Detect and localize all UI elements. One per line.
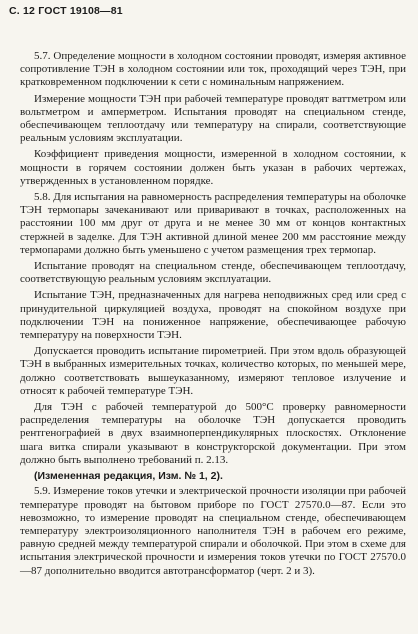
amendment-note: (Измененная редакция, Изм. № 1, 2). (34, 470, 223, 483)
paragraph-power-measurement: Измерение мощности ТЭН при рабочей температуре проводят ваттметром или вольтметром и амперметром. Испытания проводят на специальном стенде, обеспечивающем теплоотдачу или температуру на спирали, соответствующие реальным условиям эксплуатации. (20, 92, 406, 145)
paragraph-pyrometry: Допускается проводить испытание пирометрией. При этом вдоль образующей ТЭН в выбранных измерительных точках, количество которых, по меньшей мере, должно соответствовать вышеуказанному, измеряют тепловое излучение и относят к рабочей температуре ТЭН. (20, 345, 406, 397)
paragraph-still-air-test: Испытание ТЭН, предназначенных для нагрева неподвижных сред или сред с принудительной циркуляцией воздуха, проводят на спокойном воздухе при подключении ТЭН на пониженное напряжение, обеспечивающее рабочую температуру на поверхности ТЭН. (20, 289, 406, 342)
paragraph-5-7: 5.7. Определение мощности в холодном состоянии проводят, измеряя активное сопротивление ТЭН в холодном состоянии или ток, проходящий через ТЭН, при кратковременном подключении к сети с номинальным напряжением. (20, 50, 406, 89)
paragraph-5-9: 5.9. Измерение токов утечки и электрической прочности изоляции при рабочей температуре проводят на бытовом приборе по ГОСТ 27570.0—87. Если это невозможно, то измерение проводят на специальном стенде, обеспечивающем температуру электроизоляционного наполнителя ТЭН в рабочем его режиме, равную средней между температурой спирали и оболочкой. При этом в схеме для испытания электрической прочности и измерения токов утечки по ГОСТ 27570.0—87 дополнительно вводится автотрансформатор (черт. 2 и 3). (20, 485, 406, 577)
paragraph-5-8: 5.8. Для испытания на равномерность распределения температуры на оболочке ТЭН термопары зачеканивают или приваривают в точках, расположенных на расстоянии 100 мм друг от друга и не менее 30 мм от концов контактных стержней в заделке. Для ТЭН активной длиной менее 200 мм расстояние между термопарами должно быть уменьшено с учетом размещения трех термопар. (20, 191, 406, 256)
page-header: С. 12 ГОСТ 19108—81 (9, 5, 123, 17)
paragraph-radiography: Для ТЭН с рабочей температурой до 500°С проверку равномерности распределения температуры на оболочке ТЭН допускается проводить рентгенографией в двух взаимноперпендикулярных плоскостях. Отклонение шага витка спирали указывают в конструкторской документации. При этом должно быть выполнено требований п. 2.13. (20, 401, 406, 466)
document-body (20, 50, 406, 578)
paragraph-test-stand: Испытание проводят на специальном стенде, обеспечивающем теплоотдачу, соответствующую реальным условиям эксплуатации. (20, 260, 406, 286)
paragraph-power-coefficient: Коэффициент приведения мощности, измеренной в холодном состоянии, к мощности в горячем состоянии должен быть указан в рабочих чертежах, утвержденных в установленном порядке. (20, 148, 406, 187)
